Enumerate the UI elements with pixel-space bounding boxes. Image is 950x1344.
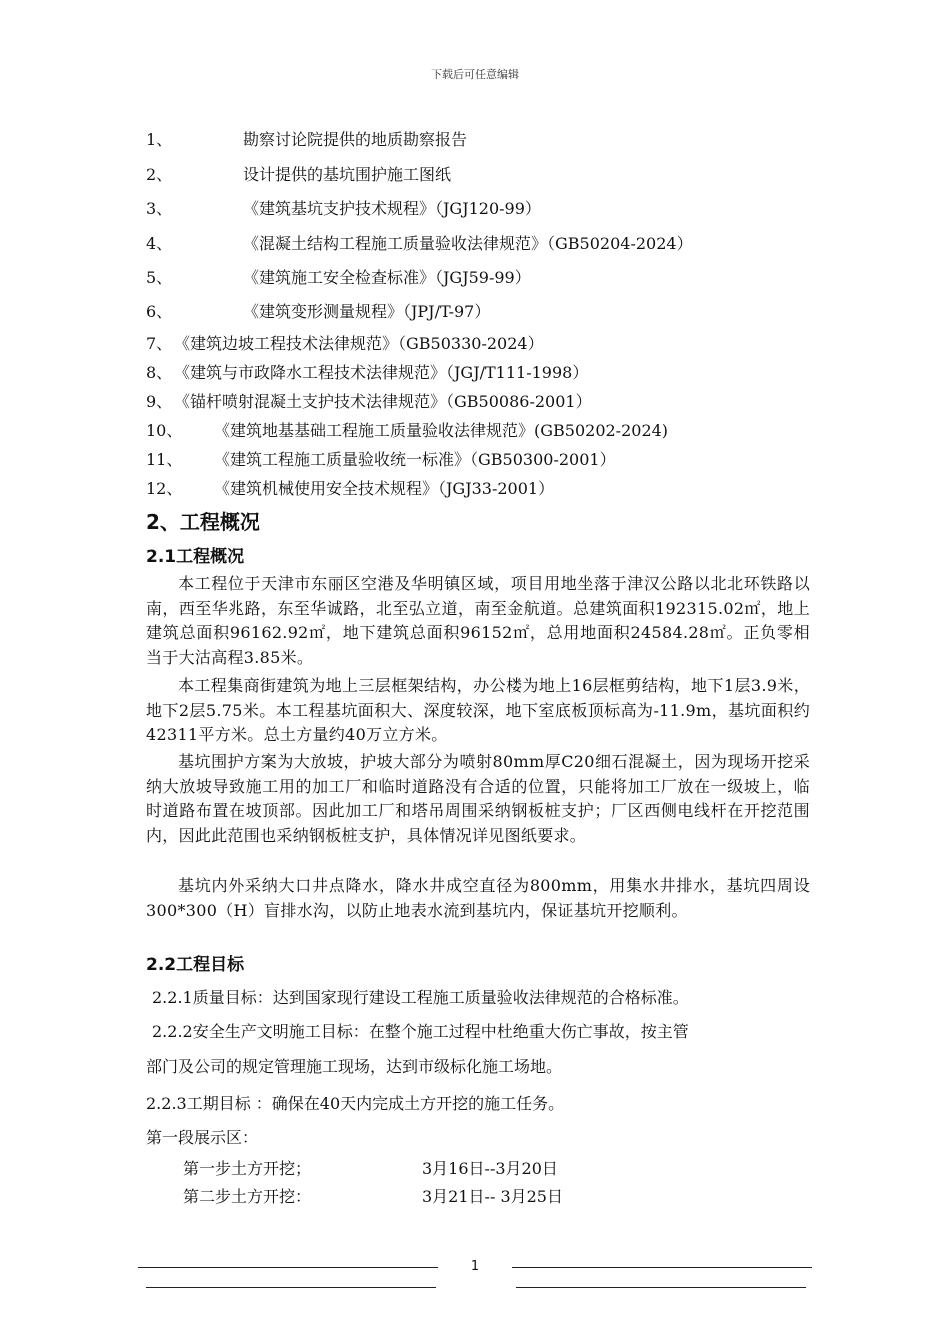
safety-goal: 2.2.2安全生产文明施工目标：在整个施工过程中杜绝重大伤亡事故，按主管 <box>152 1022 689 1041</box>
reference-number: 6、 <box>146 302 173 321</box>
reference-text: 设计提供的基坑围护施工图纸 <box>243 165 452 184</box>
schedule-dates: 3月21日-- 3月25日 <box>422 1187 563 1206</box>
schedule-step: 第一步土方开挖； <box>183 1159 312 1178</box>
reference-text: 《建筑施工安全检查标准》（JGJ59-99） <box>243 268 531 287</box>
reference-number: 10、 <box>146 421 183 440</box>
quality-goal: 2.2.1质量目标：达到国家现行建设工程施工质量验收法律规范的合格标准。 <box>152 988 689 1007</box>
reference-number: 9、 <box>146 392 173 411</box>
reference-text: 《建筑变形测量规程》（JPJ/T-97） <box>243 302 491 321</box>
reference-text: 《锚杆喷射混凝土支护技术法律规范》（GB50086-2001） <box>174 392 592 411</box>
page-number: 1 <box>470 1259 480 1274</box>
reference-text: 《建筑机械使用安全技术规程》（JGJ33-2001） <box>214 479 555 498</box>
reference-number: 4、 <box>146 234 173 253</box>
reference-number: 7、 <box>146 334 173 353</box>
footer-underline-right <box>516 1287 806 1288</box>
section-heading: 2、工程概况 <box>146 510 260 534</box>
reference-number: 3、 <box>146 199 173 218</box>
reference-number: 11、 <box>146 450 183 469</box>
subsection-heading: 2.2工程目标 <box>146 955 245 975</box>
reference-text: 《建筑地基基础工程施工质量验收法律规范》(GB50202-2024) <box>214 421 669 440</box>
reference-number: 5、 <box>146 268 173 287</box>
safety-goal-continued: 部门及公司的规定管理施工现场，达到市级标化施工场地。 <box>146 1057 563 1076</box>
reference-text: 《混凝土结构工程施工质量验收法律规范》（GB50204-2024） <box>243 234 693 253</box>
subsection-heading: 2.1工程概况 <box>146 547 245 567</box>
schedule-dates: 3月16日--3月20日 <box>422 1159 558 1178</box>
reference-number: 2、 <box>146 165 173 184</box>
reference-text: 《建筑基坑支护技术规程》（JGJ120-99） <box>243 199 541 218</box>
reference-text: 《建筑工程施工质量验收统一标准》（GB50300-2001） <box>214 450 616 469</box>
reference-text: 勘察讨论院提供的地质勘察报告 <box>243 130 468 149</box>
schedule-step: 第二步土方开挖： <box>183 1187 312 1206</box>
reference-number: 12、 <box>146 479 183 498</box>
page-header: 下载后可任意编辑 <box>431 68 519 81</box>
stage-label: 第一段展示区： <box>146 1128 259 1147</box>
reference-number: 1、 <box>146 130 173 149</box>
reference-text: 《建筑边坡工程技术法律规范》（GB50330-2024） <box>174 334 544 353</box>
overview-paragraph: 基坑内外采纳大口井点降水，降水井成空直径为800mm，用集水井排水，基坑四周设300*300（H）盲排水沟，以防止地表水流到基坑内，保证基坑开挖顺利。 <box>146 876 810 920</box>
schedule-goal: 2.2.3工期目标 ：确保在40天内完成土方开挖的施工任务。 <box>146 1094 565 1113</box>
overview-paragraph: 基坑围护方案为大放坡，护坡大部分为喷射80mm厚C20细石混凝土，因为现场开挖采纳大放坡导致施工用的加工厂和临时道路没有合适的位置，只能将加工厂放在一级坡上，临时道路布置在坡顶部。因此加工厂和塔吊周围采纳钢板桩支护；厂区西侧电线杆在开挖范围内，因此此范围也采纳钢板桩支护，具体情况详见图纸要求。 <box>146 752 810 845</box>
overview-paragraph: 本工程位于天津市东丽区空港及华明镇区域，项目用地坐落于津汉公路以北北环铁路以南，西至华兆路，东至华诚路，北至弘立道，南至金航道。总建筑面积192315.02㎡，地上建筑总面积96162.92㎡，地下建筑总面积96152㎡，总用地面积24584.28㎡。正负零相当于大沽高程3.85米。 <box>146 574 810 667</box>
overview-paragraph: 本工程集商街建筑为地上三层框架结构，办公楼为地上16层框剪结构，地下1层3.9米，地下2层5.75米。本工程基坑面积大、深度较深，地下室底板顶标高为-11.9m，基坑面积约42311平方米。总土方量约40万立方米。 <box>146 676 810 744</box>
footer-underline-left <box>146 1287 436 1288</box>
reference-text: 《建筑与市政降水工程技术法律规范》（JGJ/T111-1998） <box>174 363 589 382</box>
reference-number: 8、 <box>146 363 173 382</box>
